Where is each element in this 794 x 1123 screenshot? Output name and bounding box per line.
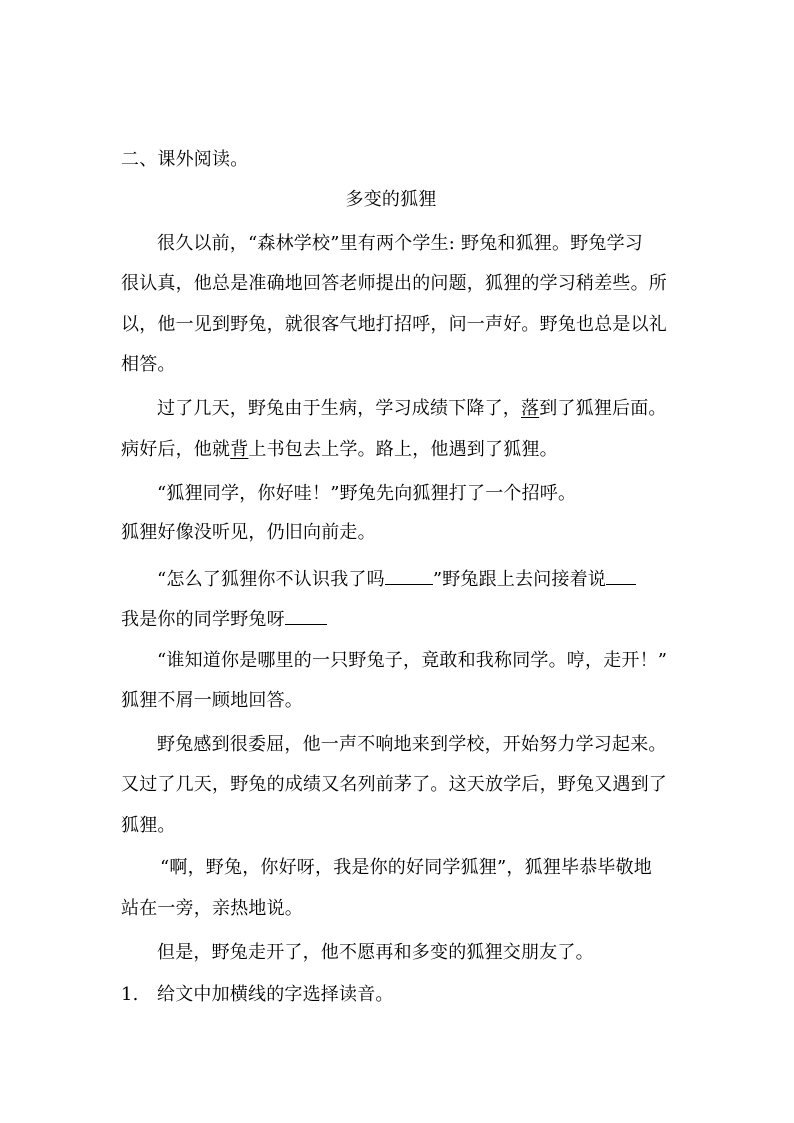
fill-blank-2[interactable] (606, 566, 636, 585)
dialogue-text: “怎么了狐狸你不认识我了吗 (157, 569, 385, 590)
paragraph-2-text: 过了几天，野兔由于生病，学习成绩下降了， (157, 398, 521, 419)
paragraph-1-line-4: 相答。 (121, 354, 176, 375)
paragraph-4: 狐狸好像没听见，仍旧向前走。 (121, 522, 376, 543)
paragraph-2-text: 到了狐狸后面。 (539, 398, 667, 419)
paragraph-6-line-1: “谁知道你是哪里的一只野兔子，竟敢和我称同学。哼，走开！” (157, 650, 668, 671)
question-text: 给文中加横线的字选择读音。 (157, 984, 394, 1005)
paragraph-2-text: 上书包去上学。路上，他遇到了狐狸。 (248, 439, 558, 460)
paragraph-6-line-2: 狐狸不屑一顾地回答。 (121, 690, 303, 711)
paragraph-1-line-2: 很认真，他总是准确地回答老师提出的问题，狐狸的学习稍差些。所 (121, 273, 667, 294)
fill-blank-3[interactable] (285, 606, 327, 625)
paragraph-2-line-2 (121, 439, 681, 461)
underlined-character-bei: 背 (230, 439, 249, 460)
question-number: 1. (121, 984, 139, 1005)
section-heading: 二、课外阅读。 (121, 149, 249, 170)
paragraph-8-line-1: “啊，野兔，你好呀，我是你的好同学狐狸”，狐狸毕恭毕敬地 (160, 857, 653, 878)
fill-blank-1[interactable] (385, 566, 433, 585)
paragraph-9: 但是，野兔走开了，他不愿再和多变的狐狸交朋友了。 (157, 942, 594, 963)
story-title: 多变的狐狸 (345, 189, 437, 210)
paragraph-7-line-2: 又过了几天，野兔的成绩又名列前茅了。这天放学后，野兔又遇到了 (121, 774, 667, 795)
paragraph-7-line-1: 野兔感到很委屈，他一声不响地来到学校，开始努力学习起来。 (157, 734, 667, 755)
dialogue-text: ”野兔跟上去问接着说 (432, 569, 607, 590)
paragraph-3: “狐狸同学，你好哇！”野兔先向狐狸打了一个招呼。 (157, 483, 577, 504)
paragraph-1-line-1: 很久以前，“森林学校”里有两个学生: 野兔和狐狸。野兔学习 (157, 233, 643, 254)
underlined-character-luo: 落 (521, 398, 540, 419)
paragraph-2-text: 病好后，他就 (121, 439, 231, 460)
question-1 (121, 984, 681, 1006)
paragraph-7-line-3: 狐狸。 (121, 815, 176, 836)
paragraph-1-line-3: 以，他一见到野兔，就很客气地打招呼，问一声好。野兔也总是以礼 (121, 314, 667, 335)
paragraph-5-line-2 (121, 606, 681, 631)
paragraph-2-line-1 (157, 398, 717, 420)
dialogue-text: 我是你的同学野兔呀 (121, 609, 285, 630)
paragraph-8-line-2: 站在一旁，亲热地说。 (121, 898, 303, 919)
paragraph-5-line-1 (157, 566, 717, 591)
